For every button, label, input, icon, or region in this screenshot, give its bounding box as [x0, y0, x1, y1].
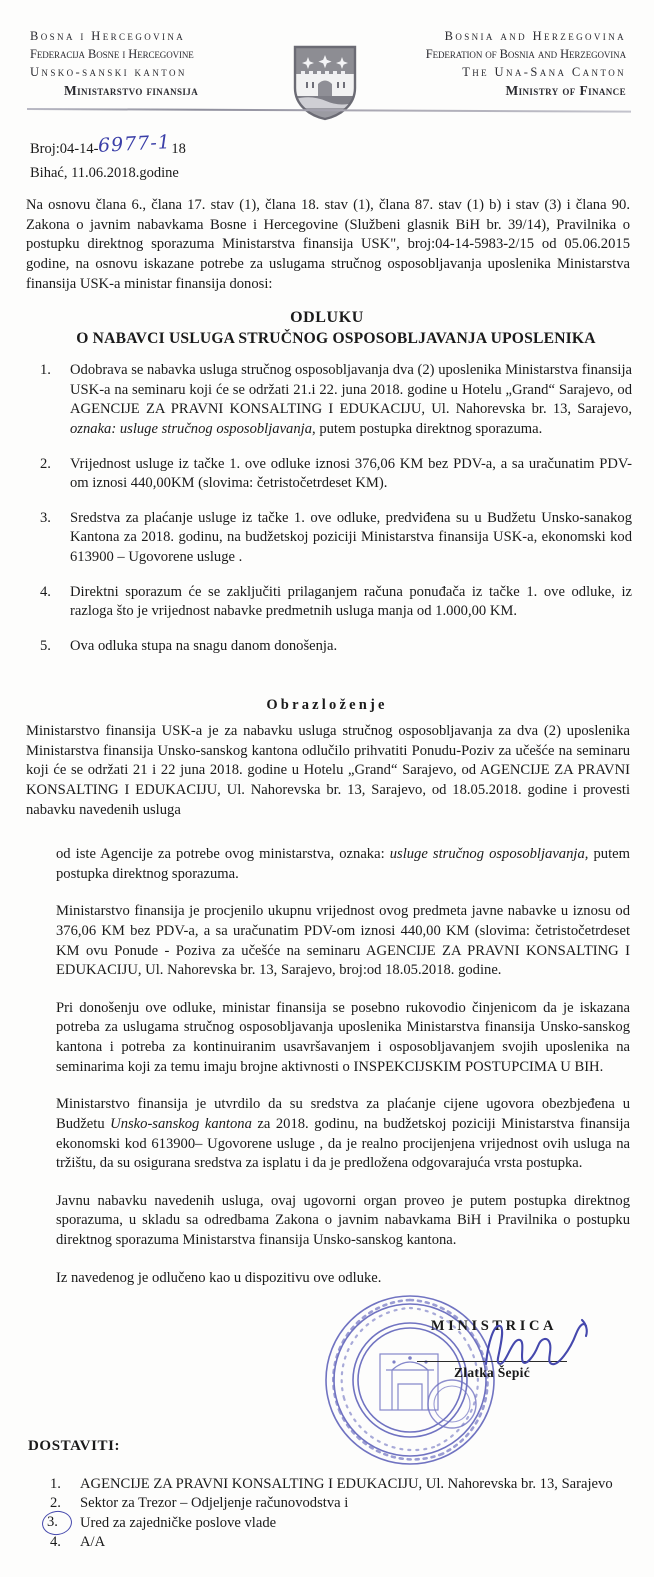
explanation-p2-part1: od iste Agencije za potrebe ovog ministarstva, oznaka:: [56, 846, 390, 862]
distribution-item: [46, 1475, 636, 1494]
explanation-paragraph-2: [56, 845, 630, 884]
decision-item: [34, 361, 632, 440]
explanation-paragraph-1: Ministarstvo finansija USK-a je za nabavku usluga stručnog osposobljavanja za dva (2) uposlenika Ministarstva finansija Unsko-sanskog kantona odlučilo prihvatiti Ponudu-Poziv za učešće na seminaru koji će se održati 21 i 22 juna 2018. godine u Hotelu „Grand“ Sarajevo, od AGENCIJE ZA PRAVNI KONSALTING I EDUKACIJU, Ul. Nahorevska br. 13, Sarajevo, od 18.05.2018. godine i provesti nabavku navedenih usluga: [26, 723, 630, 818]
letterhead-bs-line2: Federacija Bosne i Hercegovine: [30, 46, 194, 61]
decision-title-main: ODLUKU: [290, 309, 364, 326]
explanation-p5-part1: Ministarstvo finansija je utvrdilo da su sredstva za plaćanje cijene ugovora obezbjeđena u Budžetu: [56, 1096, 630, 1132]
decision-item-text: Ova odluka stupa na snagu danom donošenja.: [70, 637, 338, 654]
reference-number-row: [30, 133, 186, 162]
decision-title-subtitle: O NABAVCI USLUGA STRUČNOG OSPOSOBLJAVANJA UPOSLENIKA: [76, 330, 596, 347]
distribution-item-number: 1.: [50, 1476, 61, 1492]
decision-item-emphasis: oznaka: usluge stručnog osposobljavanja: [70, 420, 313, 437]
explanation-paragraph-5: [56, 1095, 630, 1174]
decision-item-number: 5.: [40, 637, 51, 654]
distribution-item-number: 2.: [50, 1495, 61, 1512]
decision-item-number: 3.: [40, 509, 51, 526]
explanation-heading: Obrazloženje: [266, 697, 388, 713]
decision-item: [34, 583, 632, 622]
explanation-p2-emphasis: usluge stručnog osposobljavanja,: [389, 846, 589, 862]
distribution-item-text: Ured za zajedničke poslove vlade: [80, 1514, 277, 1531]
explanation-p5-emphasis: Unsko-sanskog kantona: [110, 1115, 252, 1132]
decision-item-number: 2.: [40, 455, 51, 472]
signature-block: [372, 1318, 612, 1381]
explanation-paragraph-4: Pri donošenju ove odluke, ministar finansija se posebno rukovodio činjenicom da je iskazana potreba za uslugama stručnog osposobljavanja uposlenika Ministarstva finansija Unsko-sanskog kantona i potreba za kontinuiranim usavršavanjem i osposobljavanjem svojih uposlenika na seminarima koji za temu imaju brojne aktivnosti o INSPEKCIJSKIM POSTUPCIMA U BIH.: [56, 999, 630, 1075]
decision-item: [34, 509, 632, 568]
place-and-date: Bihać, 11.06.2018.godine: [30, 165, 179, 182]
signatory-title: MINISTRICA: [430, 1318, 558, 1334]
decision-item-text-cont: , putem postupka direktnog sporazuma.: [312, 420, 543, 437]
decision-item-number: 4.: [40, 583, 51, 600]
explanation-paragraph-3: Ministarstvo finansija je procjenilo ukupnu vrijednost ovog predmeta javne nabavke u iznosu od 376,06 KM bez PDV-a, a sa uračunatim PDV-om iznosi 440,00 KM (slovima: četristočetrdeset KM ovu Ponude - Poziva za učešće na seminaru AGENCIJE ZA PRAVNI KONSALTING I EDUKACIJU, Ul. Nahorevska br. 13, Sarajevo, broj:od 18.05.2018. godine.: [56, 903, 630, 979]
distribution-item-number: 3.: [47, 1513, 58, 1530]
letterhead-bs-line4: Ministarstvo finansija: [64, 83, 199, 99]
distribution-item-text: Sektor za Trezor – Odjeljenje računovodstva i: [80, 1495, 349, 1512]
signature-line: [417, 1361, 567, 1362]
letterhead-en-line3: The Una-Sana Canton: [462, 64, 626, 79]
letterhead-english: [386, 28, 626, 100]
handwritten-reference-number: 6977-1: [97, 131, 172, 157]
legal-basis-paragraph: Na osnovu člana 6., člana 17. stav (1), člana 18. stav (1), člana 87. stav (1) b) i stav (3) i člana 90. Zakona o javnim nabavkama Bosne i Hercegovine (Službeni glasnik BiH br. 39/14), Pravilnika o postupku direktnog sporazuma Ministarstva finansija USK", broj:04-14-5983-2/15 od 05.06.2015 godine, na osnovu iskazane potrebe za uslugama stručnog osposobljavanja uposlenika Ministarstva finansija USK-a ministar finansija donosi:: [26, 197, 630, 292]
decision-item: [34, 637, 632, 657]
decision-item-number: 1.: [40, 362, 51, 378]
distribution-item-number: 4.: [50, 1534, 61, 1551]
distribution-item: [46, 1494, 636, 1513]
letterhead-en-line4: Ministry of Finance: [505, 83, 626, 99]
distribution-item: [46, 1514, 636, 1533]
letterhead-bosnian: [30, 28, 280, 100]
decision-item-text: Sredstva za plaćanje usluge iz tačke 1. ove odluke, predviđena su u Budžetu Unsko-sanakog Kantona za 2018. godinu, na budžetskoj poziciji Ministarstva finansija USK-a, ekonomski kod 613900 – Ugovorene usluge .: [70, 509, 632, 565]
letterhead-bs-line3: Unsko-sanski kanton: [30, 64, 187, 79]
explanation-p5-part2: za 2018. godinu, na budžetskoj poziciji Ministarstva finansija ekonomski kod 613900– Ugovorene usluge , da je realno procijenjena vrijednost ovih usluga na tržištu, da su osigurana sredstva za isplatu i da je predložena odgovarajuća vrsta postupka.: [56, 1115, 630, 1172]
decision-item-text: Odobrava se nabavka usluga stručnog osposobljavanja dva (2) uposlenika Ministarstva finansija USK-a na seminaru koji će se održati 21.i 22. juna 2018. godine u Hotelu „Grand“ Sarajevo, od AGENCIJE ZA PRAVNI KONSALTING I EDUKACIJU, Ul. Nahorevska br. 13, Sarajevo,: [70, 362, 632, 418]
distribution-item-text: AGENCIJE ZA PRAVNI KONSALTING I EDUKACIJU, Ul. Nahorevska br. 13, Sarajevo: [80, 1476, 613, 1492]
explanation-p2-part2: putem postupka direktnog sporazuma.: [56, 846, 630, 882]
distribution-list: [46, 1475, 636, 1553]
reference-block: [30, 133, 186, 185]
decision-item-text: Direktni sporazum će se zaključiti prilaganjem računa ponuđača iz tačke 1. ove odluke, iz razloga što je vrijednost nabavke predmetnih usluga manja od 1.000,00 KM.: [70, 583, 632, 620]
reference-year: 18: [171, 141, 186, 157]
decision-item-text: Vrijednost usluge iz tačke 1. ove odluke iznosi 376,06 KM bez PDV-a, a sa uračunatim PDV-om iznosi 440,00KM (slovima: četristočetrdeset KM).: [70, 455, 632, 492]
decision-title: [0, 309, 654, 348]
distribution-heading: DOSTAVITI:: [28, 1438, 121, 1454]
decision-item: [34, 455, 632, 494]
letterhead: [0, 22, 654, 104]
reference-label: Broj:04-14-: [30, 141, 99, 157]
explanation-paragraph-7: Iz navedenog je odlučeno kao u dispozitivu ove odluke.: [56, 1269, 382, 1286]
distribution-item: [46, 1533, 636, 1552]
explanation-body: [56, 845, 630, 1288]
explanation-paragraph-6: Javnu nabavku navedenih usluga, ovaj ugovorni organ proveo je putem postupka direktnog sporazuma, u skladu sa odredbama Zakona o javnim nabavkama BiH i Pravilnika o postupku direktnog sporazuma Ministarstva finansija Unsko-sanskog kantona.: [56, 1192, 630, 1248]
decision-items-list: [34, 361, 632, 657]
distribution-item-text: A/A: [80, 1534, 106, 1551]
letterhead-en-line2: Federation of Bosnia and Herzegovina: [425, 46, 626, 61]
letterhead-bs-line1: Bosna i Hercegovina: [30, 29, 186, 43]
letterhead-en-line1: Bosnia and Herzegovina: [444, 29, 626, 43]
signatory-name: Zlatka Šepić: [454, 1365, 530, 1380]
